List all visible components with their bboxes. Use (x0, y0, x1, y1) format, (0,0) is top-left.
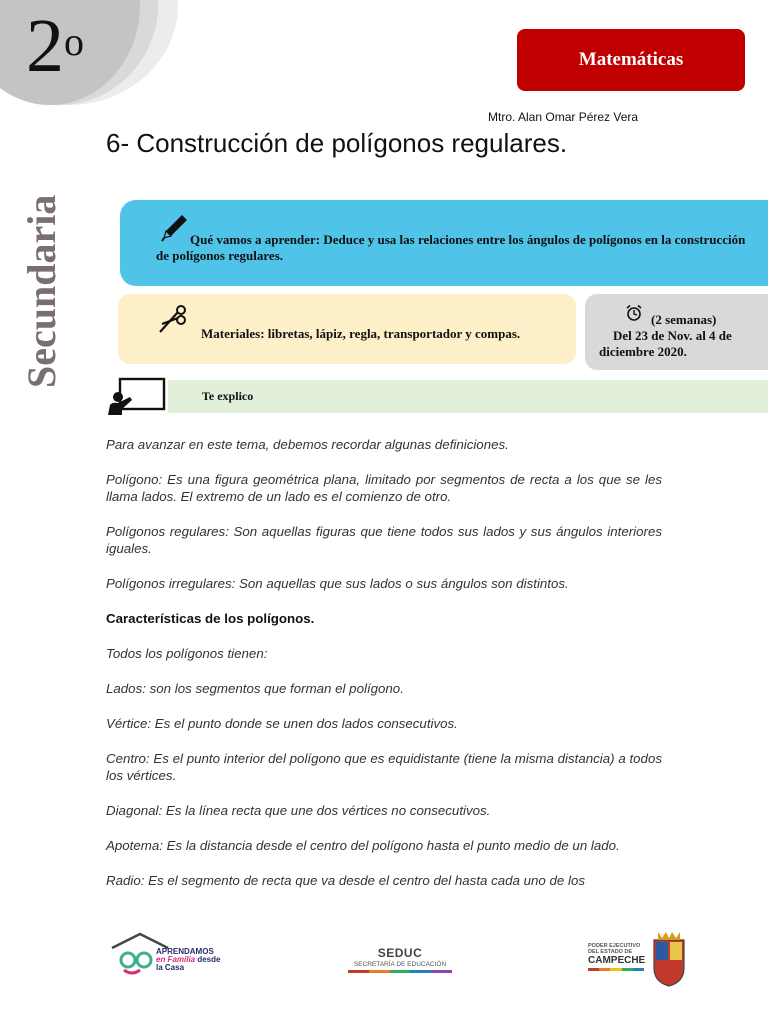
paragraph-irregulares: Polígonos irregulares: Son aquellas que sus lados o sus ángulos son distintos. (106, 576, 569, 591)
subject-badge: Matemáticas (517, 29, 745, 91)
coat-of-arms-icon (650, 930, 688, 993)
level-label: Secundaria (19, 194, 64, 388)
paragraph-lados: Lados: son los segmentos que forman el polígono. (106, 681, 404, 696)
aprendamos-logo (108, 930, 238, 980)
materials-text: Materiales: libretas, lápiz, regla, transportador y compas. (201, 326, 521, 341)
explain-label: Te explico (202, 389, 254, 403)
paragraph-centro: Centro: Es el punto interior del polígono que es equidistante (tiene la misma distancia) a todos los vértices. (106, 751, 662, 783)
lesson-content (106, 436, 662, 907)
materials-box (118, 294, 576, 364)
paragraph-todos: Todos los polígonos tienen: (106, 646, 268, 661)
seduc-logo: SEDUC SECRETARÍA DE EDUCACIÓN (348, 946, 452, 973)
duration-box (585, 294, 768, 370)
duration-weeks: (2 semanas) (651, 312, 717, 327)
paragraph-regulares: Polígonos regulares: Son aquellas figuras que tiene todos sus lados y sus ángulos interiores iguales. (106, 524, 662, 556)
paragraph-radio: Radio: Es el segmento de recta que va desde el centro del hasta cada uno de los (106, 873, 585, 888)
duration-dates: Del 23 de Nov. al 4 de diciembre 2020. (599, 328, 732, 359)
paragraph-diagonal: Diagonal: Es la línea recta que une dos vértices no consecutivos. (106, 803, 491, 818)
section-heading: Características de los polígonos. (106, 611, 315, 626)
aprendamos-text: APRENDAMOS en Familia desde la Casa (156, 947, 221, 972)
paragraph-intro: Para avanzar en este tema, debemos recordar algunas definiciones. (106, 437, 509, 452)
author-name: Mtro. Alan Omar Pérez Vera (488, 110, 639, 124)
paragraph-vertice: Vértice: Es el punto donde se unen dos lados consecutivos. (106, 716, 458, 731)
campeche-logo: PODER EJECUTIVO DEL ESTADO DE CAMPECHE (588, 928, 698, 988)
teacher-board-icon (108, 377, 166, 422)
grade-number: 2$^o$ (26, 4, 84, 88)
alarm-clock-icon (625, 304, 643, 327)
lesson-title: 6- Construcción de polígonos regulares. (106, 128, 568, 158)
grade-suffix: o (64, 19, 84, 64)
learning-goal-box (120, 200, 768, 286)
learning-goal-text: Qué vamos a aprender: Deduce y usa las relaciones entre los ángulos de polígonos en la construcción de polígonos regulares. (156, 232, 746, 263)
explain-section-bar (168, 380, 768, 413)
paragraph-apotema: Apotema: Es la distancia desde el centro del polígono hasta el punto medio de un lado. (106, 838, 620, 853)
paragraph-poligono: Polígono: Es una figura geométrica plana, limitado por segmentos de recta a los que se les llama lados. El extremo de un lado es el comienzo de otro. (106, 472, 662, 504)
